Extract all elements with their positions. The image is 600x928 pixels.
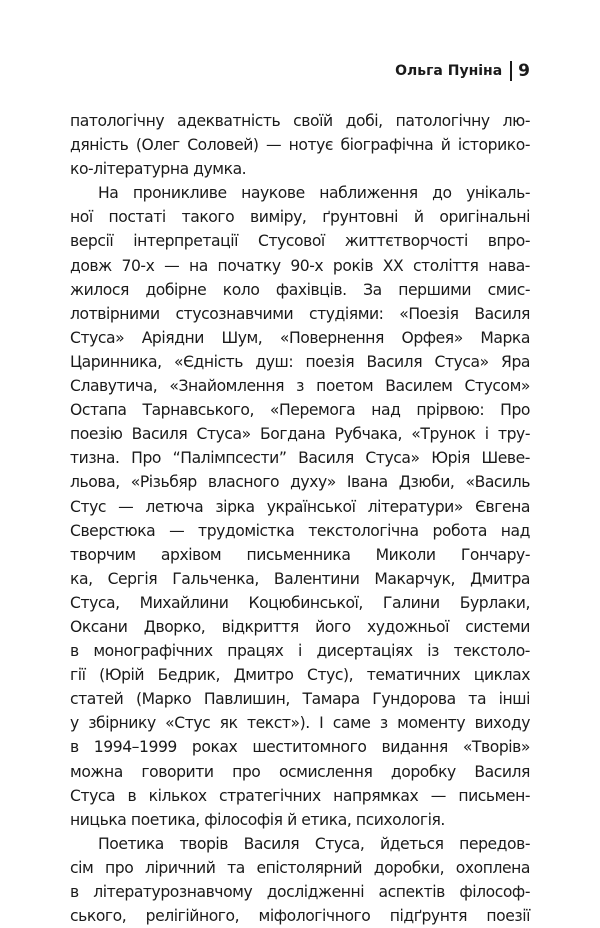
text-line: лотвірними стусознавчими студіями: «Поезія Василя	[70, 304, 530, 323]
header-separator	[510, 61, 512, 81]
text-line: у збірнику «Стус як текст»). І саме з моменту виходу	[70, 714, 530, 733]
text-line: в літературознавчому дослідженні аспектів філософ-	[70, 883, 530, 901]
text-line: Поетика творів Василя Стуса, йдеться передов-	[98, 834, 530, 853]
text-line: ницька поетика, філософія й етика, психологія.	[70, 810, 445, 829]
text-line: статей (Марко Павлишин, Тамара Гундорова та інші	[70, 690, 530, 709]
header-author: Ольга Пуніна	[395, 63, 503, 79]
text-line: Стуса в кількох стратегічних напрямках — письмен-	[70, 786, 530, 805]
text-line: На проникливе наукове наближення до унікаль-	[98, 184, 530, 203]
text-line: гії (Юрій Бедрик, Дмитро Стус), тематичних циклах	[70, 666, 530, 685]
text-line: сім про ліричний та епістолярний доробки, охоплена	[70, 858, 530, 877]
text-line: жилося добірне коло фахівців. За першими смис-	[70, 280, 530, 299]
text-line: Остапа Тарнавського, «Перемога над прірвою: Про	[70, 401, 530, 420]
text-line: версії інтерпретації Стусової життєтворчості впро-	[70, 232, 530, 251]
text-line: Стуса» Аріядни Шум, «Повернення Орфея» Марка	[70, 328, 530, 347]
text-line: можна говорити про осмислення доробку Василя	[70, 762, 530, 781]
text-line: довж 70-х — на початку 90-х років ХХ століття нава-	[70, 256, 530, 275]
text-line: Стуса, Михайлини Коцюбинської, Галини Бурлаки,	[70, 593, 530, 612]
text-line: дяність (Олег Соловей) — нотує біографічна й історико-	[70, 136, 530, 155]
text-line: ка, Сергія Гальченка, Валентини Макарчук, Дмитра	[70, 569, 530, 588]
text-line: поезію Василя Стуса» Богдана Рубчака, «Трунок і тру-	[70, 425, 530, 444]
text-line: Царинника, «Єдність душ: поезія Василя Стуса» Яра	[70, 352, 530, 371]
text-line: в 1994–1999 роках шеститомного видання «Творів»	[70, 738, 530, 757]
text-line: Славутича, «Знайомлення з поетом Василем Стусом»	[70, 377, 530, 396]
text-line: Оксани Дворко, відкриття його художньої системи	[70, 617, 530, 636]
text-line: в монографічних працях і дисертаціях із текстоло-	[70, 642, 530, 661]
body-text	[70, 109, 530, 928]
text-line: патологічну адекватність своїй добі, патологічну лю-	[70, 112, 530, 130]
running-header	[395, 61, 530, 81]
text-line: тизна. Про “Палімпсести” Василя Стуса» Юрія Шеве-	[70, 449, 530, 468]
page-number: 9	[518, 61, 530, 81]
text-line: Сверстюка — трудомістка текстологічна робота над	[70, 521, 530, 540]
text-line: ко-літературна думка.	[70, 160, 247, 179]
text-line: ського, релігійного, міфологічного підґрунтя поезії	[70, 907, 530, 926]
text-line: ної постаті такого виміру, ґрунтовні й оригінальні	[70, 208, 530, 227]
text-line: льова, «Різьбяр власного духу» Івана Дзюби, «Василь	[70, 473, 530, 492]
text-line: Стус — летюча зірка української літератури» Євгена	[70, 497, 530, 516]
text-line: творчим архівом письменника Миколи Гончару-	[70, 545, 530, 564]
